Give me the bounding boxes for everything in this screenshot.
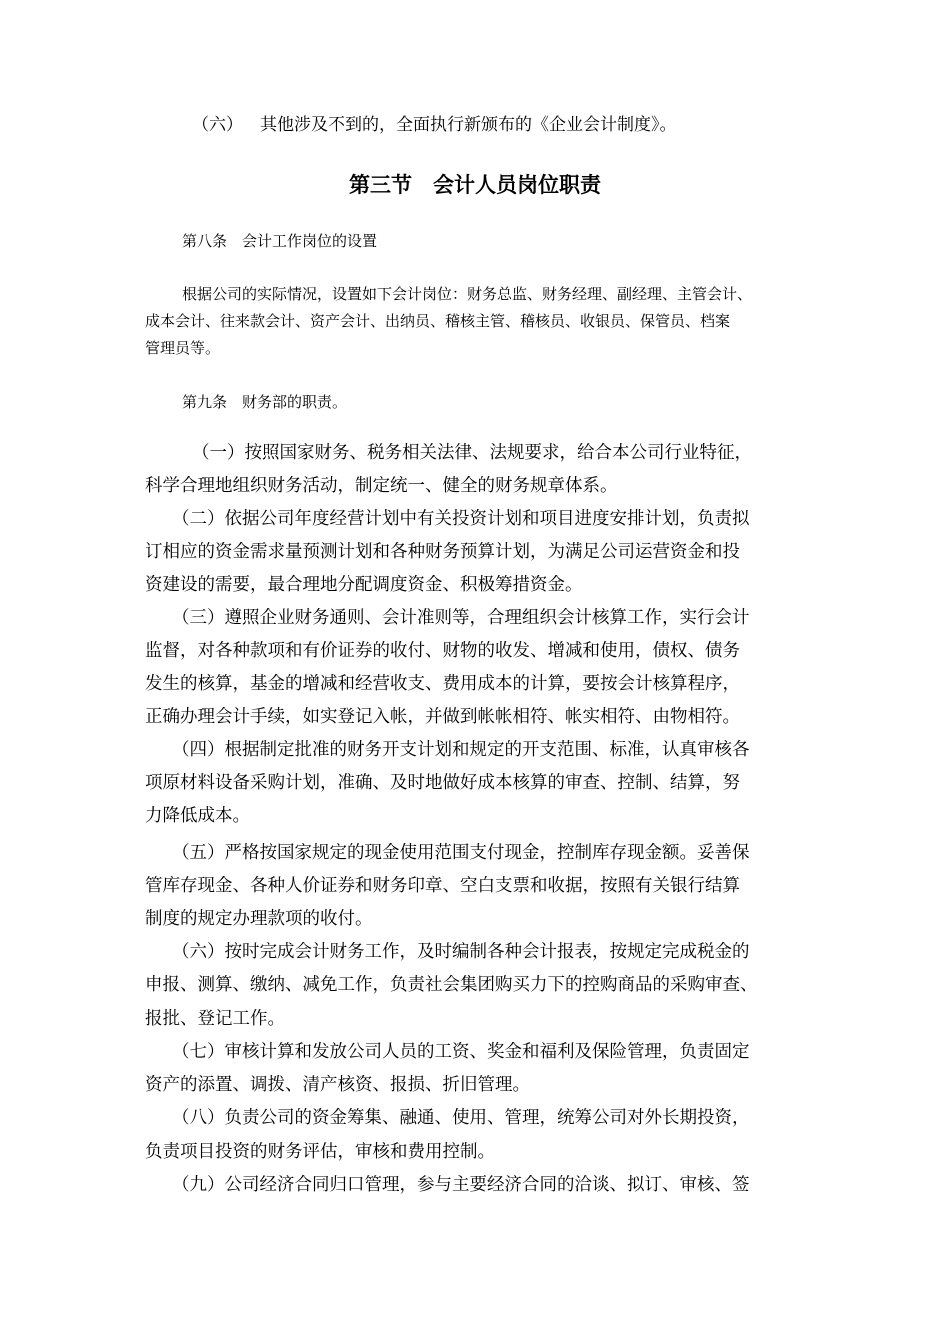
article9-line: （九）公司经济合同归口管理，参与主要经济合同的洽谈、拟订、审核、签	[172, 1175, 750, 1195]
article9-line: 制度的规定办理款项的收付。	[145, 909, 373, 929]
article9-line: （一）按照国家财务、税务相关法律、法规要求，给合本公司行业特征，	[192, 443, 752, 463]
article9-line: 力降低成本。	[145, 806, 250, 826]
article8-line: 根据公司的实际情况，设置如下会计岗位：财务总监、财务经理、副经理、主管会计、	[182, 285, 753, 303]
article9-line: 订相应的资金需求量预测计划和各种财务预算计划，为满足公司运营资金和投	[145, 542, 740, 562]
article9-line: （四）根据制定批准的财务开支计划和规定的开支范围、标准，认真审核各	[172, 740, 750, 760]
article9-line: 资产的添置、调拨、清产核资、报损、折旧管理。	[145, 1075, 530, 1095]
article9-line: 申报、测算、缴纳、减免工作，负责社会集团购买力下的控购商品的采购审查、	[145, 975, 758, 995]
article9-line: 监督，对各种款项和有价证券的收付、财物的收发、增减和使用，债权、债务	[145, 641, 740, 661]
article9-line: （三）遵照企业财务通则、会计准则等，合理组织会计核算工作，实行会计	[172, 608, 750, 628]
article9-line: （五）严格按国家规定的现金使用范围支付现金，控制库存现金额。妥善保	[172, 843, 750, 863]
article9-line: 正确办理会计手续，如实登记入帐，并做到帐帐相符、帐实相符、由物相符。	[145, 707, 740, 727]
article9-line: 报批、登记工作。	[145, 1009, 285, 1029]
article8-line: 管理员等。	[145, 339, 221, 357]
article9-line: （六）按时完成会计财务工作，及时编制各种会计报表，按规定完成税金的	[172, 942, 750, 962]
intro-number: （六）	[192, 115, 243, 135]
article9-line: 管库存现金、各种人价证券和财务印章、空白支票和收据，按照有关银行结算	[145, 876, 740, 896]
article9-title: 第九条 财务部的职责。	[182, 393, 348, 411]
article9-line: （二）依据公司年度经营计划中有关投资计划和项目进度安排计划，负责拟	[172, 509, 750, 529]
article8-title: 第八条 会计工作岗位的设置	[182, 232, 378, 250]
article9-line: 发生的核算，基金的增减和经营收支、费用成本的计算，要按会计核算程序，	[145, 674, 740, 694]
article9-line: （八）负责公司的资金筹集、融通、使用、管理，统筹公司对外长期投资，	[172, 1108, 750, 1128]
article9-line: 负责项目投资的财务评估，审核和费用控制。	[145, 1142, 495, 1162]
article9-line: 项原材料设备采购计划，准确、及时地做好成本核算的审查、控制、结算，努	[145, 773, 740, 793]
article9-line: （七）审核计算和发放公司人员的工资、奖金和福利及保险管理，负责固定	[172, 1042, 750, 1062]
intro-paragraph	[192, 117, 677, 134]
intro-text: 其他涉及不到的，全面执行新颁布的《企业会计制度》。	[260, 115, 677, 135]
article8-line: 成本会计、往来款会计、资产会计、出纳员、稽核主管、稽核员、收银员、保管员、档案	[145, 312, 731, 330]
article9-line: 科学合理地组织财务活动，制定统一、健全的财务规章体系。	[145, 476, 618, 496]
article9-line: 资建设的需要，最合理地分配调度资金、积极筹措资金。	[145, 575, 583, 595]
section-heading: 第三节 会计人员岗位职责	[349, 172, 601, 197]
